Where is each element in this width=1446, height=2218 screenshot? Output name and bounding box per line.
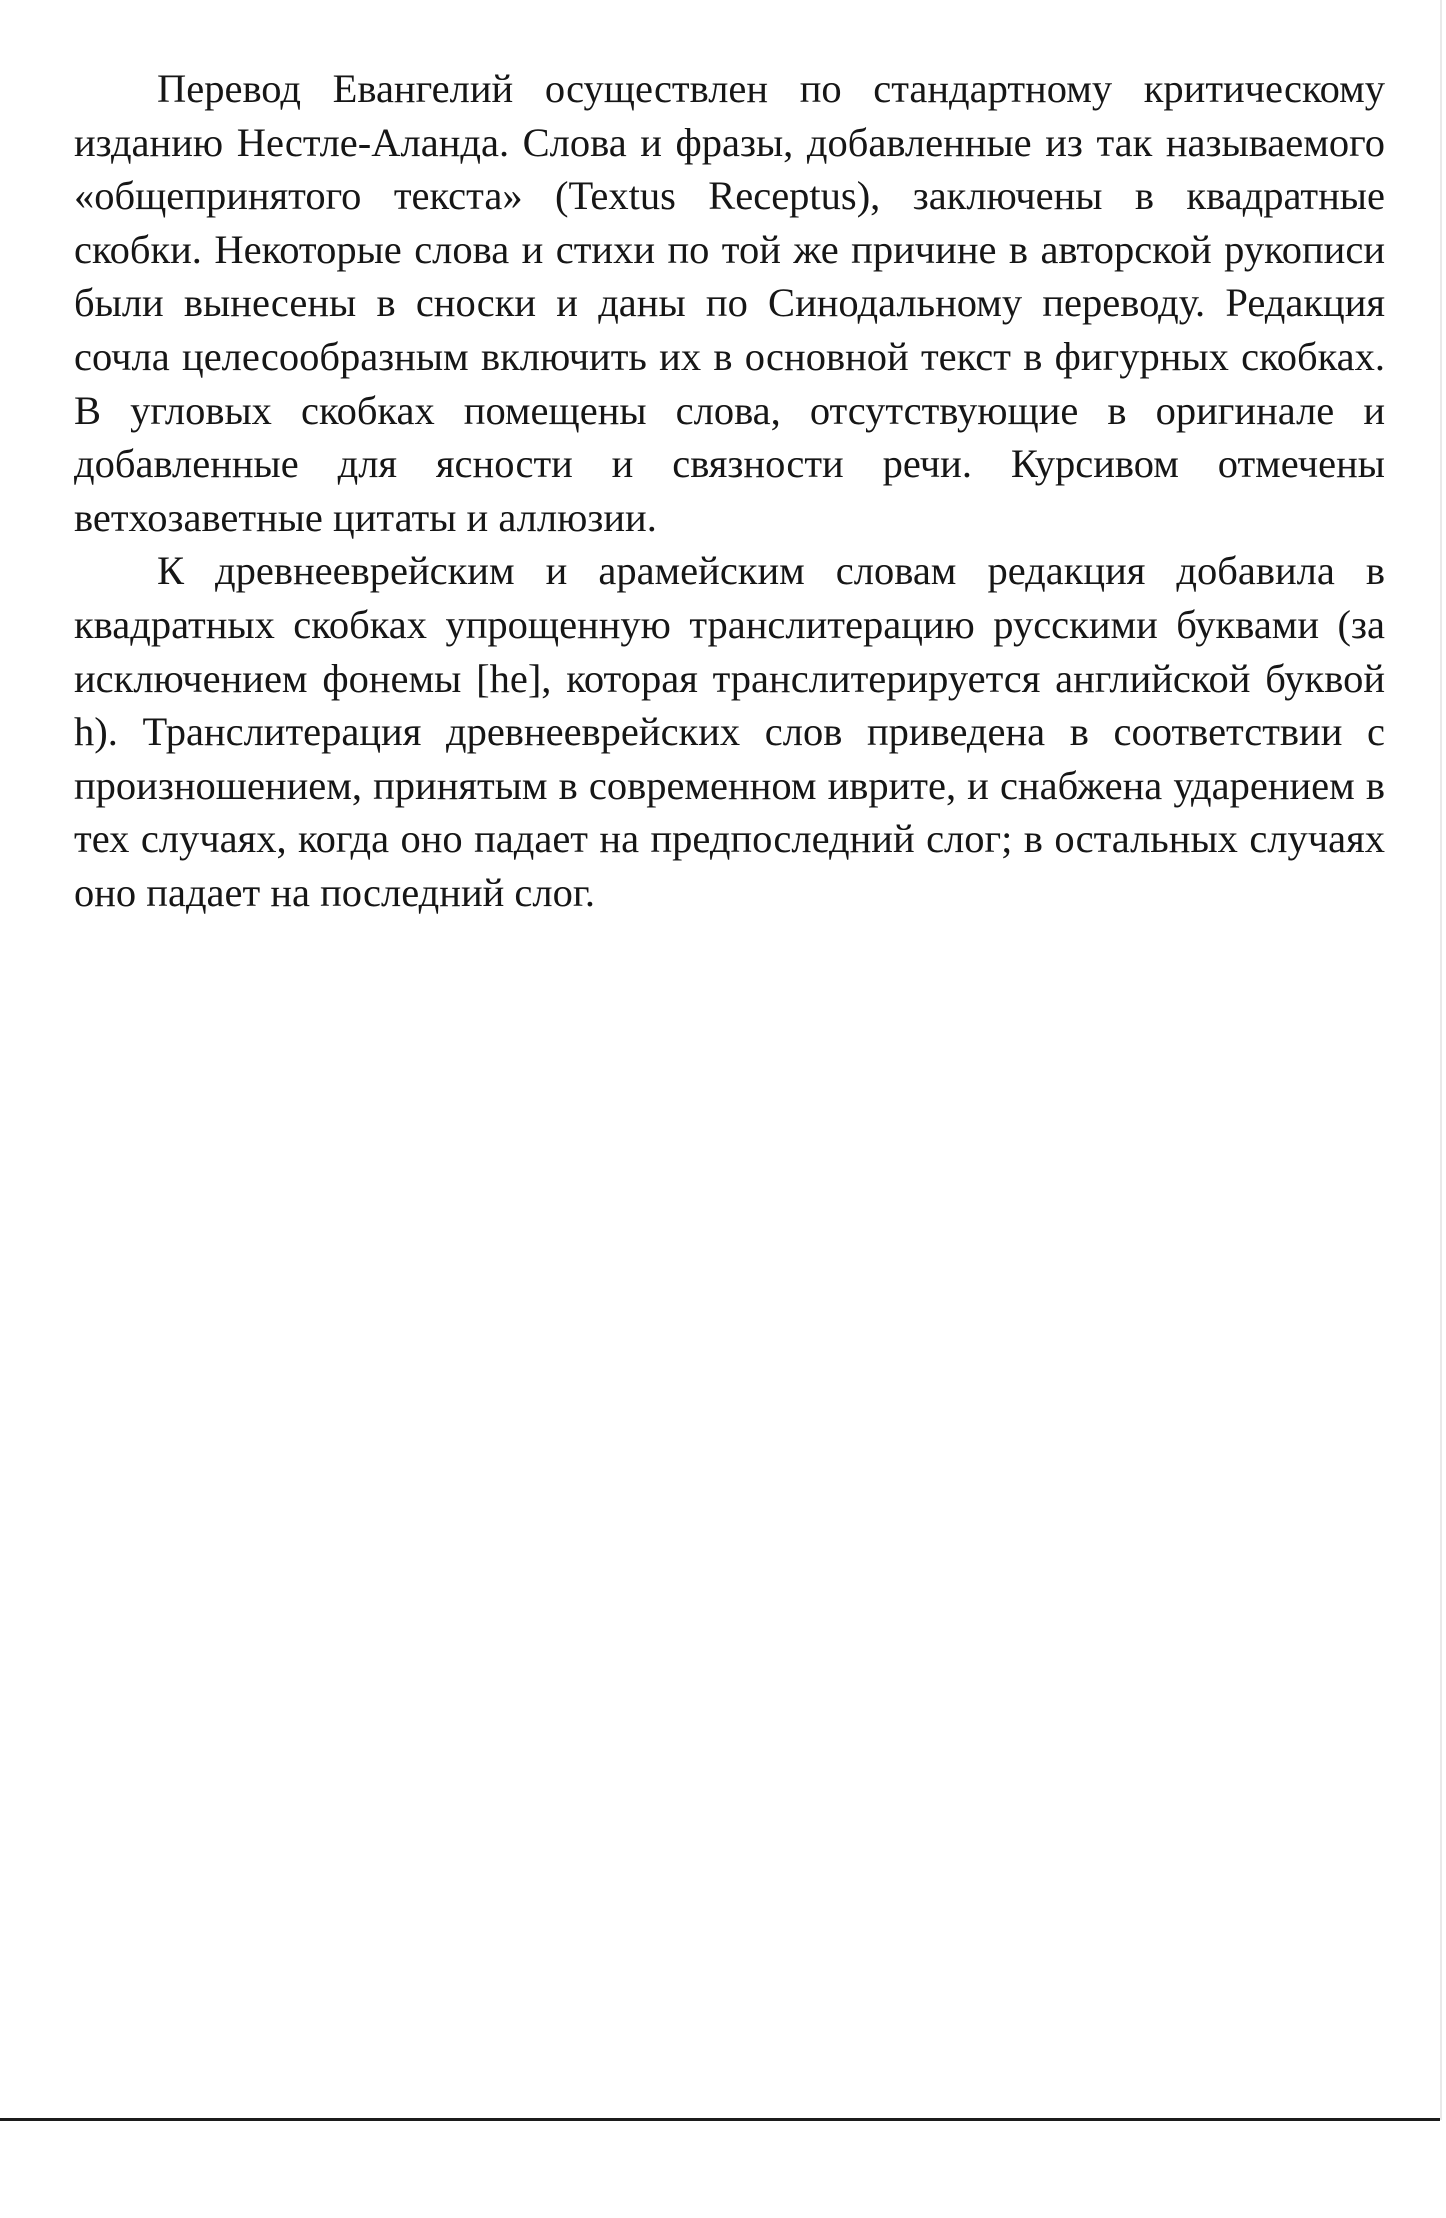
paragraph-translation-notes: Перевод Евангелий осуществлен по стандартному критическому изданию Нестле-Аланда. Слова и фразы, добавленные из так называемого «общепринятого текста» (Textus Receptus), заключены в квадратные скобки. Некоторые слова и стихи по той же причине в авторской рукописи были вынесены в сноски и даны по Синодальному переводу. Редакция сочла целесообразным включить их в основной текст в фигурных скобках. В угловых скобках помещены слова, отсутствующие в оригинале и добавленные для ясности и связности речи. Курсивом отмечены ветхозаветные цитаты и аллюзии. (74, 66, 1385, 540)
bottom-divider (0, 2118, 1440, 2121)
body-text (74, 62, 1385, 920)
paragraph-transliteration-notes: К древнееврейским и арамейским словам редакция добавила в квадратных скобках упрощенную транслитерацию русскими буквами (за исключением фонемы [he], которая транслитерируется английской буквой h). Транслитерация древнееврейских слов приведена в соответствии с произношением, принятым в современном иврите, и снабжена ударением в тех случаях, когда оно падает на предпоследний слог; в остальных случаях оно падает на последний слог. (74, 548, 1385, 915)
page-edge (1440, 0, 1442, 2120)
